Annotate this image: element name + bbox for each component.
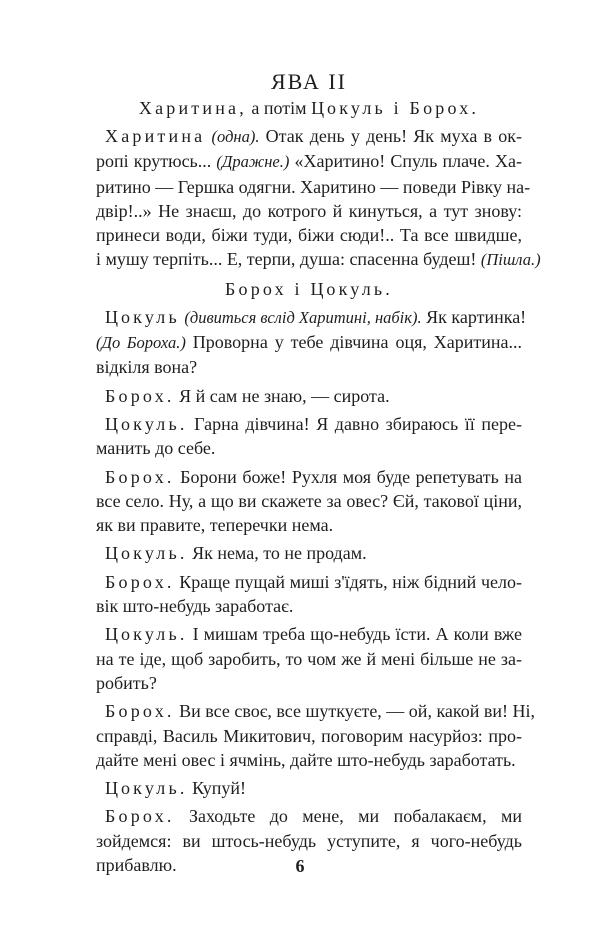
speaker-name: Харитина, bbox=[138, 98, 247, 118]
text-line bbox=[96, 513, 522, 537]
stage-remark: (дивиться вслід Харитині, набік). bbox=[184, 307, 422, 327]
text-line bbox=[96, 489, 522, 513]
speaker-name: Цокуль. bbox=[105, 413, 188, 434]
speaker-name: Борох і Цокуль. bbox=[224, 278, 394, 299]
speaker-name: Цокуль. bbox=[105, 543, 188, 564]
speech-text: принеси води, біжи туди, біжи сюди!.. Та все швидше, bbox=[96, 225, 522, 246]
text-line bbox=[96, 671, 522, 695]
text-line bbox=[96, 465, 522, 489]
speech-text: вік што-небудь заработає. bbox=[96, 596, 294, 617]
speaker-name: Борох. bbox=[105, 466, 175, 487]
speech-text: манить до себе. bbox=[96, 438, 216, 459]
speech-text: Гарна дівчина! Я давно збираюсь її пере- bbox=[187, 413, 522, 434]
speech-text: і мушу терпіть... Е, терпи, душа: спасенна будеш! bbox=[96, 249, 481, 270]
dialogue-paragraph bbox=[96, 305, 527, 380]
speech-text: відкіля вона? bbox=[96, 357, 198, 378]
speech-text: все село. Ну, а що ви скажете за овес? Єй, такової ціни, bbox=[96, 490, 522, 511]
dialogue-paragraph bbox=[96, 570, 522, 619]
speaker-name: Борох. bbox=[105, 701, 175, 722]
text-line bbox=[96, 436, 522, 460]
speech-text: дайте мені овес і ячмінь, дайте што-небудь заработать. bbox=[96, 749, 516, 770]
text-line bbox=[96, 541, 522, 565]
speech-text: Ви все своє, все шуткуєте, — ой, какой ви! Ні, bbox=[174, 701, 535, 722]
text-line bbox=[96, 776, 522, 800]
stage-remark: (Дражне.) bbox=[216, 152, 290, 172]
speech-text: робить? bbox=[96, 672, 157, 693]
speaker-name: Цокуль. bbox=[105, 624, 188, 645]
stage-direction bbox=[96, 96, 522, 120]
speaker-name: Борох. bbox=[105, 571, 175, 592]
scene-title: ЯВА II bbox=[270, 69, 347, 94]
dialogue-paragraph bbox=[96, 776, 522, 800]
speech-text: І мишам треба що-небудь їсти. А коли вже bbox=[187, 624, 522, 645]
speech-text: «Харитино! Спуль плаче. Ха- bbox=[289, 151, 522, 172]
text-line bbox=[96, 305, 527, 330]
text-line bbox=[96, 647, 522, 671]
dialogue-paragraph bbox=[96, 541, 522, 565]
speech-text: Борони боже! Рухля моя буде репетувать на bbox=[174, 466, 522, 487]
dialogue-paragraph bbox=[96, 699, 535, 772]
speaker-name: Цокуль і Борох. bbox=[311, 98, 480, 118]
stage-remark: (Пішла.) bbox=[480, 250, 541, 270]
speech-text: Як нема, то не продам. bbox=[187, 543, 367, 564]
text-line bbox=[96, 724, 522, 748]
text-line bbox=[96, 199, 522, 223]
text-line bbox=[96, 699, 535, 723]
speech-text: а потім bbox=[246, 98, 312, 118]
speech-text: Купуй! bbox=[187, 778, 246, 799]
speech-text: зойдемся: ви штось-небудь уступите, я чого-небудь bbox=[96, 830, 522, 851]
text-line bbox=[96, 570, 522, 594]
speech-text: на те іде, щоб заробить, то чом же й мені більше не за- bbox=[96, 648, 522, 669]
text-line bbox=[96, 277, 522, 301]
text-line bbox=[96, 330, 522, 355]
speaker-name: Цокуль bbox=[105, 306, 180, 327]
speech-text: Я й сам не знаю, — сирота. bbox=[174, 385, 390, 406]
stage-remark: (одна). bbox=[211, 127, 260, 146]
text-line bbox=[96, 594, 522, 618]
text-line bbox=[96, 355, 522, 379]
speech-text: справді, Василь Микитович, поговорим насурйоз: про- bbox=[96, 725, 522, 746]
speaker-name: Цокуль. bbox=[105, 778, 188, 799]
speech-text: Краще пущай миші з'їдять, ніж бідний чело- bbox=[174, 571, 522, 592]
text-line bbox=[96, 622, 522, 646]
speaker-name: Борох. bbox=[105, 385, 175, 406]
text-line bbox=[96, 149, 522, 174]
speech-text: як ви правите, теперечки нема. bbox=[96, 515, 334, 536]
stage-remark: (До Бороха.) bbox=[96, 333, 186, 353]
speech-text: Отак день у день! Як муха в ок- bbox=[259, 126, 522, 146]
text-line bbox=[96, 124, 522, 149]
dialogue-paragraph bbox=[96, 412, 522, 461]
text-line bbox=[96, 804, 522, 828]
stage-direction bbox=[96, 277, 522, 301]
speech-text: Проворна у тебе дівчина оця, Харитина... bbox=[185, 332, 523, 353]
text-line bbox=[96, 829, 522, 853]
text-line bbox=[96, 175, 531, 199]
dialogue-paragraph bbox=[96, 124, 541, 273]
speaker-name: Борох. bbox=[105, 806, 175, 827]
speaker-name: Харитина bbox=[105, 126, 206, 146]
speech-text: Заходьте до мене, ми побалакаєм, ми bbox=[174, 806, 522, 827]
text-line bbox=[96, 223, 522, 247]
text-line bbox=[96, 412, 522, 436]
text-line bbox=[96, 748, 522, 772]
page-number: 6 bbox=[295, 856, 305, 876]
text-line bbox=[96, 247, 541, 272]
dialogue-paragraph bbox=[96, 622, 522, 695]
speech-text: прибавлю. bbox=[96, 855, 177, 876]
dialogue-paragraph bbox=[96, 465, 522, 538]
scene-text bbox=[96, 96, 541, 877]
speech-text: двір!..» Не знаєш, до котрого й кинуться, а тут знову: bbox=[96, 200, 522, 221]
speech-text: ритино — Гершка одягни. Харитино — поведи Рівку на- bbox=[96, 176, 531, 197]
speech-text: Як картинка! bbox=[421, 306, 527, 327]
text-line bbox=[96, 96, 522, 120]
speech-text: ропі крутюсь... bbox=[96, 151, 217, 172]
dialogue-paragraph bbox=[96, 384, 522, 408]
page-body bbox=[96, 68, 541, 881]
text-line bbox=[96, 384, 522, 408]
